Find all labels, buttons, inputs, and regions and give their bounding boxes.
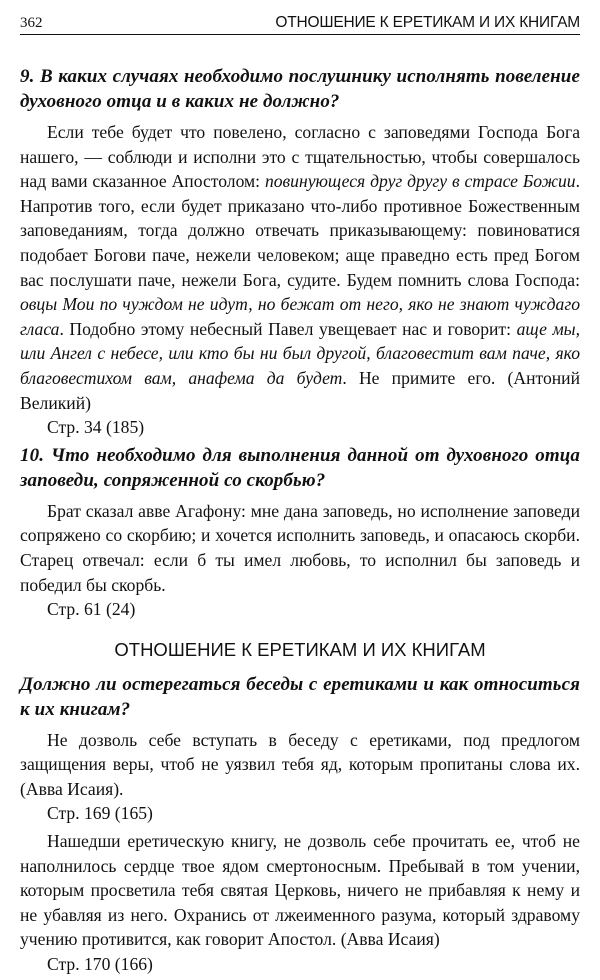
question-10: 10. Что необходимо для выполнения данной от духовного отца заповеди, сопряженной со скорбью?	[20, 444, 580, 491]
running-header	[20, 12, 580, 35]
quote-italic: овцы Мои по чуждом не идут, но бежат от него, яко не знают чуждаго гласа	[20, 294, 580, 339]
text-run: . Подобно этому небесный Павел увещевает нас и говорит:	[59, 318, 517, 339]
section-question: Должно ли остерегаться беседы с еретиками и как относиться к их книгам?	[20, 673, 580, 720]
section-reference-1: Стр. 169 (165)	[47, 803, 153, 824]
question-9: 9. В каких случаях необходимо послушнику исполнять повеление духовного отца и в каких не должно?	[20, 66, 580, 112]
section-paragraph-1: Не дозволь себе вступать в беседу с еретиками, под предлогом защищения веры, чтоб не уязвил тебя яд, которым пропитаны слова их. (Авва Исаия).	[20, 729, 580, 799]
reference-10: Стр. 61 (24)	[47, 599, 136, 620]
text-run: . Напротив того, если будет приказано что-либо противное Божественным заповеданиям, тогда должно отвечать приказывающему: повиноватися подобает Богови паче, нежели человеком; аще праведно есть пред Богом вас послушати паче, нежели Бога, судите. Будем помнить слова Господа:	[20, 171, 580, 290]
running-title: ОТНОШЕНИЕ К ЕРЕТИКАМ И ИХ КНИГАМ	[275, 14, 580, 31]
text-run: . Не примите его. (Антоний Великий)	[20, 367, 580, 413]
section-title: ОТНОШЕНИЕ К ЕРЕТИКАМ И ИХ КНИГАМ	[114, 638, 486, 660]
quote-italic: аще мы, или Ангел с небесе, или кто бы ни был другой, благовестит вам паче, яко благовестихом вам, анафема да будет	[20, 318, 580, 388]
section-paragraph-2: Нашедши еретическую книгу, не дозволь себе прочитать ее, чтоб не наполнилось сердце твое ядом смертоносным. Пребывай в том учении, которым просветила тебя святая Церковь, ничего не прибавляя к нему и не убавляя из него. Охранись от лжеименного разума, который здравому учению противится, как говорит Апостол. (Авва Исаия)	[20, 831, 580, 950]
quote-italic: повинующеся друг другу в страсе Божии	[264, 171, 576, 192]
answer-10-paragraph: Брат сказал авве Агафону: мне дана заповедь, но исполнение заповеди сопряжено со скорбию; и хочется исполнить заповедь, и опасаюсь скорби. Старец отвечал: если б ты имел любовь, то исполнил бы заповедь и победил бы скорбь.	[20, 500, 580, 595]
page-number: 362	[20, 15, 43, 31]
page-content	[20, 64, 580, 980]
section-reference-2: Стр. 170 (166)	[47, 954, 153, 975]
reference-9: Стр. 34 (185)	[47, 417, 145, 438]
answer-9-paragraph	[20, 120, 580, 415]
text-run: Если тебе будет что повелено, согласно с заповедями Господа Бога нашего, — соблюди и исполни это с тщательностью, чтобы совершалось над вами сказанное Апостолом:	[20, 122, 580, 192]
